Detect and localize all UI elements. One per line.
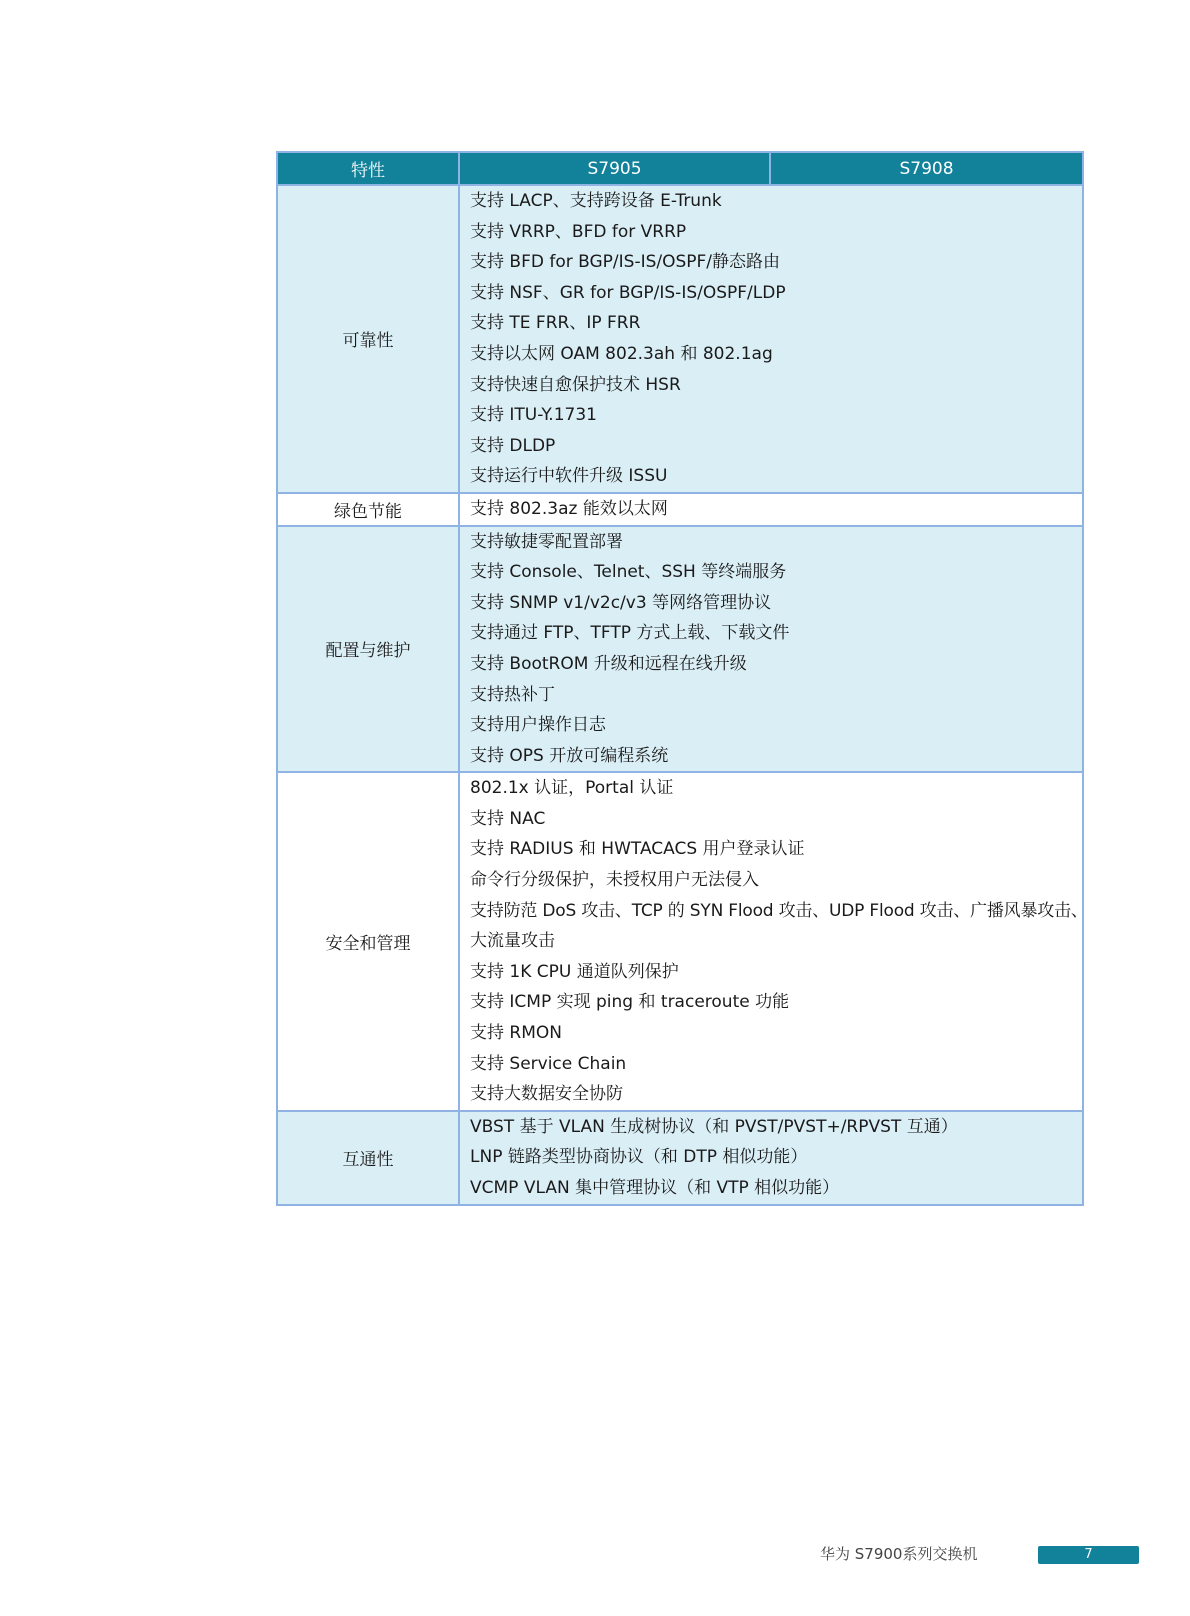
- table-row-green-energy: [277, 493, 1083, 526]
- list-item: 支持 BFD for BGP/IS-IS/OSPF/静态路由: [470, 252, 781, 273]
- list-item: LNP 链路类型协商协议（和 DTP 相似功能）: [470, 1147, 808, 1168]
- details-cell: [459, 772, 1088, 1111]
- list-item: 支持 Console、Telnet、SSH 等终端服务: [470, 562, 787, 583]
- list-item: 支持运行中软件升级 ISSU: [470, 466, 668, 487]
- feature-cell: 互通性: [277, 1111, 459, 1205]
- footer-title: 华为 S7900系列交换机: [820, 1545, 978, 1563]
- list-item: 支持 BootROM 升级和远程在线升级: [470, 653, 747, 674]
- list-item: 支持 ICMP 实现 ping 和 traceroute 功能: [470, 992, 790, 1013]
- table-header-row: [277, 152, 1083, 185]
- list-item: 支持 VRRP、BFD for VRRP: [470, 221, 687, 242]
- list-item: 支持以太网 OAM 802.3ah 和 802.1ag: [470, 343, 773, 364]
- list-item: 支持 ITU-Y.1731: [470, 405, 597, 426]
- list-item: 支持 NSF、GR for BGP/IS-IS/OSPF/LDP: [470, 282, 786, 303]
- list-item: 支持 RADIUS 和 HWTACACS 用户登录认证: [470, 839, 805, 860]
- feature-cell: 配置与维护: [277, 526, 459, 773]
- list-item: 支持用户操作日志: [470, 715, 606, 736]
- list-item: 支持 SNMP v1/v2c/v3 等网络管理协议: [470, 592, 772, 613]
- list-item: 支持 RMON: [470, 1023, 562, 1044]
- table-row-interoperability: [277, 1111, 1083, 1205]
- details-cell: [459, 526, 1083, 773]
- list-item: 支持 1K CPU 通道队列保护: [470, 961, 679, 982]
- table-row-reliability: [277, 185, 1083, 493]
- list-item: 命令行分级保护，未授权用户无法侵入: [470, 870, 759, 891]
- list-item: 支持通过 FTP、TFTP 方式上载、下载文件: [470, 623, 790, 644]
- list-item: 支持敏捷零配置部署: [470, 531, 623, 552]
- list-item: 支持 OPS 开放可编程系统: [470, 745, 669, 766]
- list-item: 支持快速自愈保护技术 HSR: [470, 374, 681, 395]
- page-number-badge: 7: [1038, 1546, 1139, 1564]
- feature-cell: 安全和管理: [277, 772, 459, 1111]
- feature-cell: 可靠性: [277, 185, 459, 493]
- list-item: 支持热补丁: [470, 684, 555, 705]
- list-item: 支持 Service Chain: [470, 1053, 627, 1074]
- list-item: 支持防范 DoS 攻击、TCP 的 SYN Flood 攻击、UDP Flood 攻击、广播风暴攻击、: [470, 900, 1088, 921]
- table-row-security-management: [277, 772, 1083, 1111]
- header-s7905: S7905: [459, 152, 770, 185]
- header-feature: 特性: [277, 152, 459, 185]
- list-item: 支持 802.3az 能效以太网: [470, 498, 668, 519]
- list-item: 支持 LACP、支持跨设备 E-Trunk: [470, 191, 722, 211]
- list-item: 支持 TE FRR、IP FRR: [470, 313, 641, 334]
- list-item: VCMP VLAN 集中管理协议（和 VTP 相似功能）: [470, 1178, 840, 1198]
- details-cell: [459, 493, 1083, 526]
- details-cell: [459, 1111, 1083, 1205]
- details-cell: [459, 185, 1083, 493]
- table-row-config-maintenance: [277, 526, 1083, 773]
- spec-table: [276, 151, 1088, 1206]
- list-item: 支持 DLDP: [470, 435, 556, 456]
- header-s7908: S7908: [770, 152, 1083, 185]
- list-item: 支持 NAC: [470, 808, 546, 829]
- feature-cell: 绿色节能: [277, 493, 459, 526]
- list-item: 大流量攻击: [470, 931, 555, 952]
- list-item: VBST 基于 VLAN 生成树协议（和 PVST/PVST+/RPVST 互通）: [470, 1116, 958, 1137]
- list-item: 802.1x 认证，Portal 认证: [470, 778, 674, 799]
- list-item: 支持大数据安全协防: [470, 1084, 623, 1105]
